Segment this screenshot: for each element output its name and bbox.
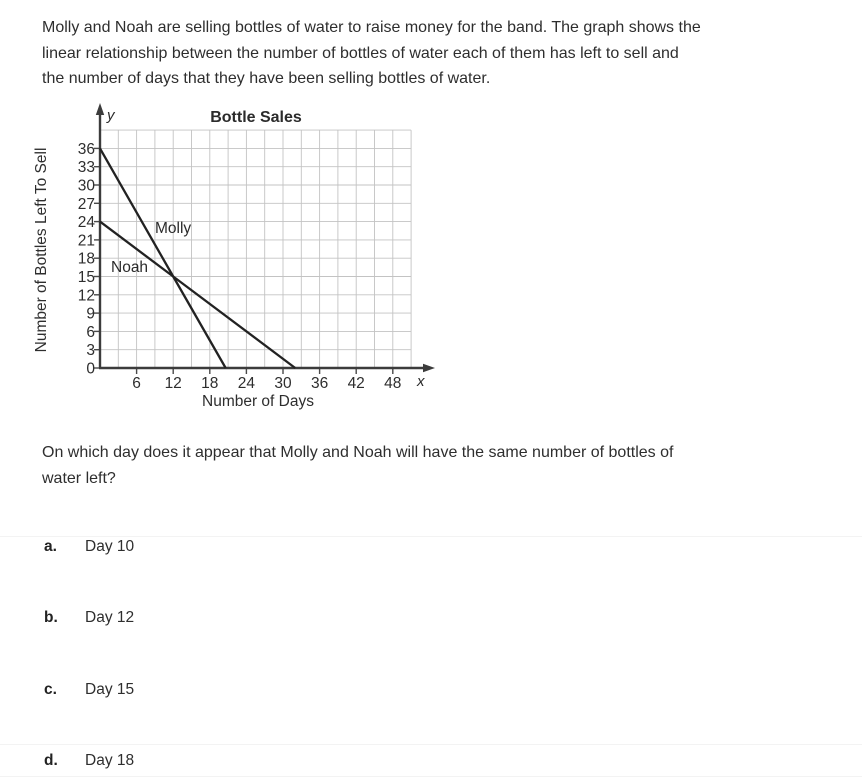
molly-line-label: Molly	[155, 220, 192, 237]
chart-svg	[0, 100, 450, 420]
svg-text:36: 36	[77, 140, 95, 158]
choice-label: Day 15	[85, 681, 135, 698]
y-axis-arrow-icon	[96, 103, 104, 115]
svg-text:6: 6	[86, 323, 95, 341]
svg-text:12: 12	[77, 287, 95, 305]
question-text	[42, 440, 854, 491]
svg-text:0: 0	[86, 360, 95, 378]
svg-text:48: 48	[384, 375, 402, 392]
chart-grid	[100, 130, 411, 368]
x-axis-label: Number of Days	[202, 393, 314, 410]
svg-text:30: 30	[274, 375, 292, 392]
choice-label: Day 18	[85, 752, 135, 769]
svg-text:33: 33	[77, 159, 95, 177]
intro-line: the number of days that they have been selling bottles of water.	[42, 70, 491, 87]
svg-text:6: 6	[132, 375, 141, 392]
svg-text:36: 36	[310, 375, 329, 392]
choice-row-d[interactable]	[44, 752, 804, 776]
svg-text:42: 42	[347, 375, 365, 392]
svg-text:27: 27	[77, 195, 95, 213]
svg-text:24: 24	[237, 375, 256, 392]
y-axis-label: Number of Bottles Left To Sell	[33, 147, 50, 353]
row-divider	[0, 536, 862, 537]
choice-letter: b.	[44, 609, 58, 626]
svg-text:21: 21	[77, 232, 95, 250]
intro-line: linear relationship between the number of bottles of water each of them has left to sell and	[42, 44, 679, 62]
svg-text:3: 3	[86, 342, 95, 360]
noah-line-label: Noah	[111, 259, 149, 276]
row-divider	[0, 744, 862, 745]
svg-text:24: 24	[77, 214, 95, 232]
choice-label: Day 10	[85, 538, 135, 555]
svg-text:30: 30	[77, 177, 95, 195]
choice-row-a[interactable]	[44, 538, 804, 562]
svg-text:12: 12	[164, 375, 182, 392]
choice-letter: c.	[44, 681, 57, 698]
choice-label: Day 12	[85, 609, 135, 626]
bottle-sales-chart	[0, 100, 450, 420]
choice-row-b[interactable]	[44, 609, 804, 633]
choice-letter: d.	[44, 752, 58, 769]
x-axis-symbol: x	[417, 373, 425, 390]
svg-text:9: 9	[86, 305, 95, 323]
row-divider	[0, 776, 862, 777]
question-line: On which day does it appear that Molly and Noah will have the same number of bottles of	[42, 444, 674, 461]
svg-text:18: 18	[201, 375, 219, 392]
choice-row-c[interactable]	[44, 681, 804, 705]
y-axis-symbol: y	[107, 107, 115, 124]
intro-text	[42, 15, 854, 92]
choice-letter: a.	[44, 538, 57, 555]
chart-title: Bottle Sales	[210, 109, 302, 126]
svg-text:15: 15	[77, 269, 95, 286]
x-axis-arrow-icon	[423, 364, 435, 372]
svg-text:18: 18	[77, 250, 95, 268]
intro-line: Molly and Noah are selling bottles of water to raise money for the band. The graph shows the	[42, 19, 701, 36]
question-line: water left?	[42, 469, 116, 487]
